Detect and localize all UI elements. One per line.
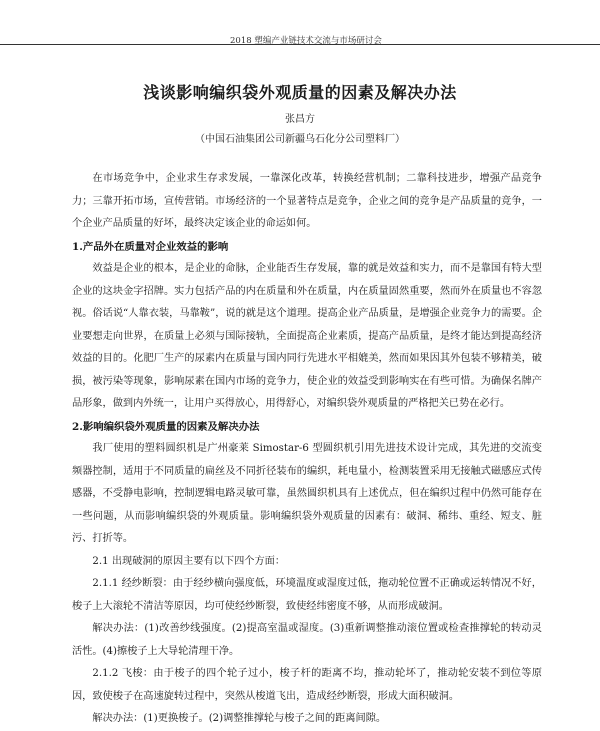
paragraph-solution-1: 解决办法：(1)改善纱线强度。(2)提高室温或湿度。(3)重新调整推动滚位置或检查推撑轮的转动灵活性。(4)擦梭子上大导轮清理干净。 xyxy=(72,623,542,657)
subsection-heading-2-1: 2.1 出现破洞的原因主要有以下四个方面： xyxy=(92,555,286,567)
paragraph-section-2: 我厂使用的塑料圆织机是广州豪莱 Simostar-6 型圆织机引用先进技术设计完成，其先进的交流变频器控制，适用于不同质量的扁丝及不同折径装布的编织，耗电量小，检测装置采用无接触式磁感应式传感器，不受静电影响，控制逻辑电路灵敏可靠，虽然圆织机具有上述优点，但在编织过程中仍然可能存在一些问题，从而影响编织袋的外观质量。影响编织袋外观质量的因素有：破洞、稀纬、重经、短支、脏污、打折等。 xyxy=(72,443,542,544)
paragraph-2-1-1: 2.1.1 经纱断裂：由于经纱横向强度低，环境温度或湿度过低，拖动轮位置不正确或运转情况不好，梭子上大滚轮不清洁等原因，均可使经纱断裂，致使经纬密度不够，从而形成破洞。 xyxy=(72,578,542,612)
running-header: 2018 塑编产业链技术交流与市场研讨会 xyxy=(230,36,382,46)
author-name: 张昌方 xyxy=(285,114,315,125)
paragraph-section-1: 效益是企业的根本，是企业的命脉，企业能否生存发展，靠的就是效益和实力，而不是靠国有特大型企业的这块金字招牌。实力包括产品的内在质量和外在质量，内在质量固然重要，然而外在质量也不容忽视。俗话说“人靠衣装，马靠鞍”，说的就是这个道理。提高企业产品质量，是增强企业竞争力的需要。企业要想走向世界，在质量上必须与国际接轨，全面提高企业素质，提高产品质量，是终才能达到提高经济效益的目的。化肥厂生产的尿素内在质量与国内同行先进水平相媲美，然而如果因其外包装不够精美，破损，被污染等现象，影响尿素在国内市场的竞争力，使企业的效益受到影响实在有些可惜。为确保名牌产品形象，做到内外统一，让用户买得放心，用得舒心，对编织袋外观质量的严格把关已势在必行。 xyxy=(72,263,542,409)
header-rule xyxy=(0,44,600,45)
section-heading-1: 1.产品外在质量对企业效益的影响 xyxy=(72,240,229,253)
paragraph-intro: 在市场竞争中，企业求生存求发展，一靠深化改革，转换经营机制；二靠科技进步，增强产品竞争力；三靠开拓市场，宣传营销。市场经济的一个显著特点是竞争，企业之间的竞争是产品质量的竞争，一个企业产品质量的好坏，最终决定该企业的命运如何。 xyxy=(72,173,542,229)
paragraph-solution-2: 解决办法：(1)更换梭子。(2)调整推撑轮与梭子之间的距离间隙。 xyxy=(92,713,387,724)
article-body xyxy=(72,168,542,731)
paragraph-2-1-2: 2.1.2 飞梭：由于梭子的四个轮子过小，梭子杆的距离不均，推动轮坏了，推动轮安装不到位等原因，致使梭子在高速旋转过程中，突然从梭道飞出，造成经纱断裂，形成大面积破洞。 xyxy=(72,668,542,702)
section-heading-2: 2.影响编织袋外观质量的因素及解决办法 xyxy=(72,420,260,433)
article-title: 浅谈影响编织袋外观质量的因素及解决办法 xyxy=(143,83,457,102)
author-affiliation: （中国石油集团公司新疆乌石化分公司塑料厂） xyxy=(195,134,405,145)
